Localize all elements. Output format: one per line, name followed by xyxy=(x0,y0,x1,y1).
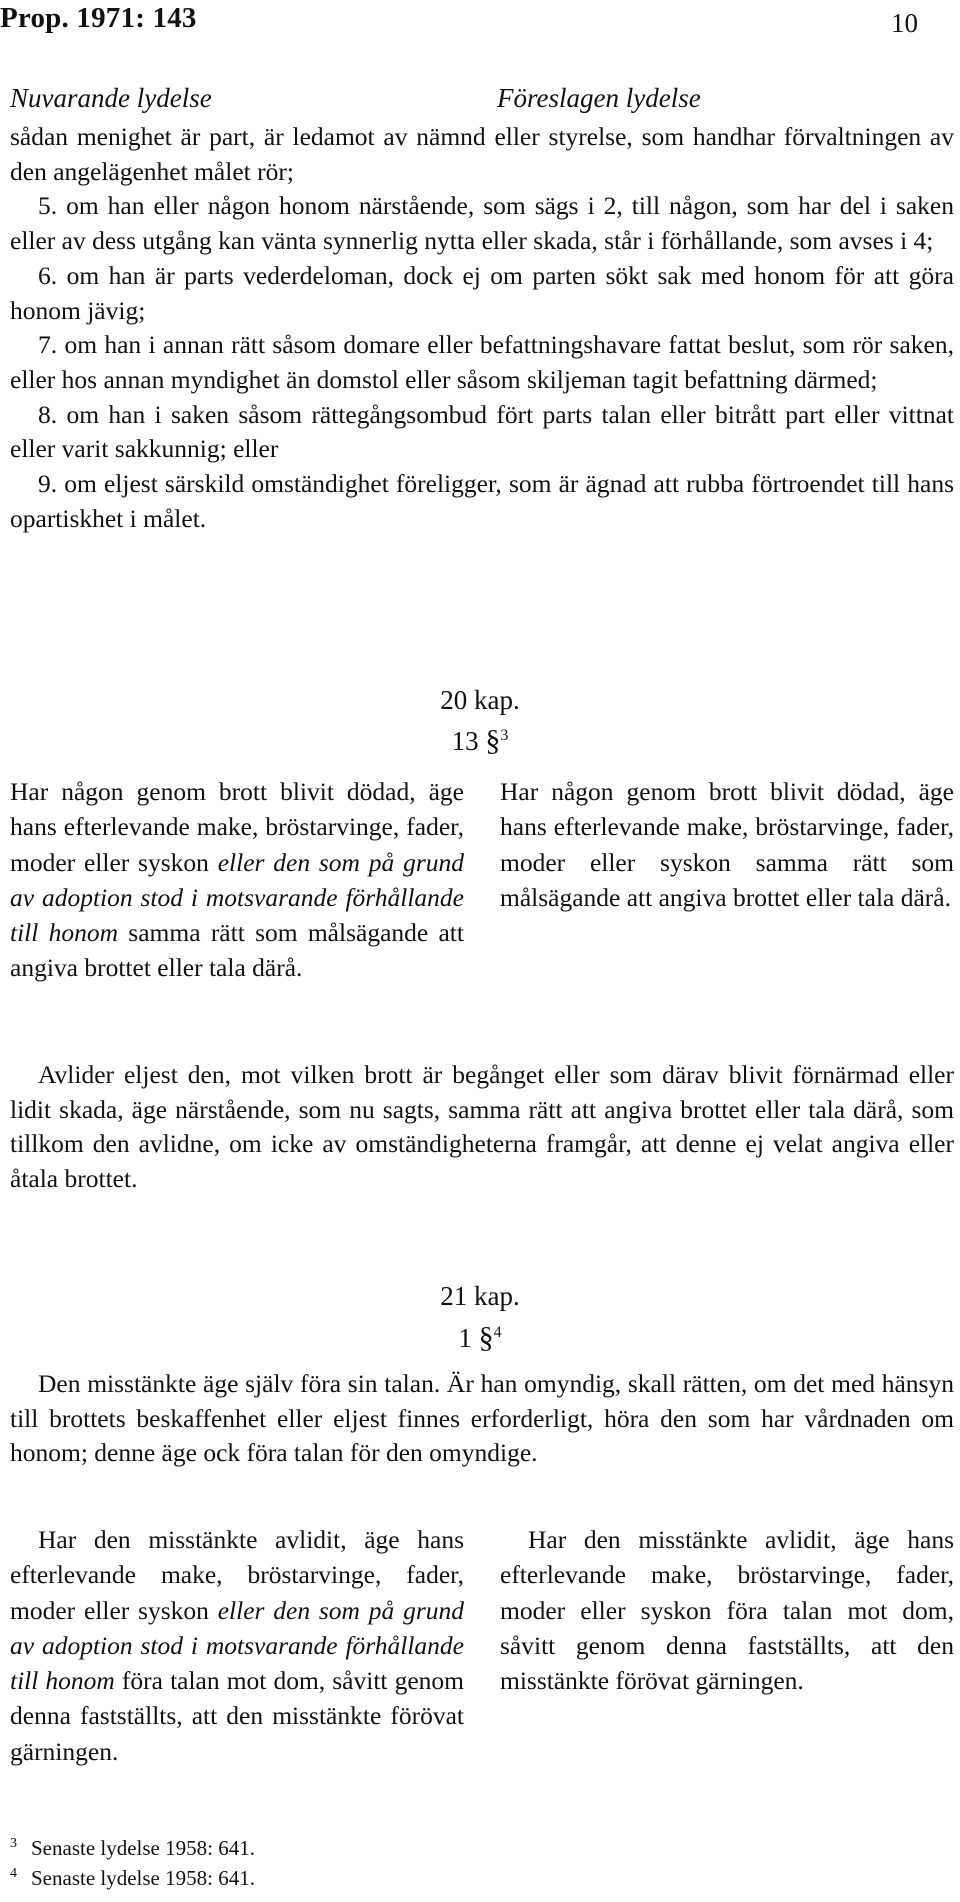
section-symbol: § xyxy=(485,724,501,757)
chapter-21-heading: 21 kap. xyxy=(440,1281,520,1311)
footnote-ref-4: 4 xyxy=(493,1324,502,1341)
chapter-21-current-text xyxy=(10,1522,464,1769)
footnote-text: Senaste lydelse 1958: 641. xyxy=(31,1836,255,1860)
chapter-21-section xyxy=(380,1321,580,1355)
top-item-9: 9. om eljest särskild omständighet föreligger, som är ägnad att rubba förtroendet till hans opartiskhet i målet. xyxy=(10,469,954,533)
top-item-8: 8. om han i saken såsom rättegångsombud fört parts talan eller bitrått part eller vittnat eller varit sakkunnig; eller xyxy=(10,399,954,464)
column-label-proposed: Föreslagen lydelse xyxy=(497,83,701,113)
chapter-21-current-part-3: föra talan mot dom, såvitt genom denna fastställts, att den misstänkte förövat gärningen. xyxy=(10,1666,464,1766)
chapter-20-heading: 20 kap. xyxy=(440,685,520,715)
section-number: 1 xyxy=(458,1323,472,1353)
footnote-ref-3: 3 xyxy=(500,727,509,744)
document-header-title: Prop. 1971: 143 xyxy=(0,2,197,34)
footnote-number: 3 xyxy=(10,1836,17,1851)
chapter-21-current-part-1: Har den misstänkte avlidit, äge hans efterlevande make, bröstarvinge, fader, moder eller syskon xyxy=(10,1525,464,1625)
top-item-continuation: sådan menighet är part, är ledamot av nämnd eller styrelse, som handhar förvaltningen av den angelägenhet målet rör; xyxy=(10,122,954,186)
chapter-20-current-part-3: samma rätt som målsägande att angiva brottet eller tala därå. xyxy=(10,918,464,983)
top-item-6: 6. om han är parts vederdeloman, dock ej om parten sökt sak med honom för att göra honom jävig; xyxy=(10,260,954,325)
chapter-20-section xyxy=(380,724,580,758)
chapter-20-full-paragraph: Avlider eljest den, mot vilken brott är begånget eller som därav blivit förnärmad eller lidit skada, äge närstående, som nu sagts, samma rätt att angiva brottet eller tala därå, som tillkom den avlidne, om icke av omständigheterna framgår, att denne ej velat angiva eller åtala brottet. xyxy=(10,1060,954,1194)
chapter-20-current-text xyxy=(10,774,464,986)
chapter-20-current-part-1: Har någon genom brott blivit dödad, äge hans efterlevande make, bröstarvinge, fader, moder eller syskon xyxy=(10,777,464,877)
section-number: 13 xyxy=(451,726,479,756)
chapter-21-proposed-text: Har den misstänkte avlidit, äge hans efterlevande make, bröstarvinge, fader, moder eller syskon föra talan mot dom, såvitt genom denna fastställts, att den misstänkte förövat gärningen. xyxy=(500,1525,954,1696)
top-item-5: 5. om han eller någon honom närstående, som sägs i 2, till någon, som har del i saken eller av dess utgång kan vänta synnerlig nytta eller skada, står i förhållande, som avses i 4; xyxy=(10,191,954,256)
footnote-number: 4 xyxy=(10,1866,17,1881)
column-label-current: Nuvarande lydelse xyxy=(10,83,212,113)
chapter-20-current-part-italic: eller den som på grund av adoption stod i motsvarande förhållande till honom xyxy=(10,847,465,948)
chapter-21-current-part-italic: eller den som på grund av adoption stod i motsvarande förhållande till honom xyxy=(10,1595,465,1696)
footnote-4 xyxy=(10,1866,255,1891)
footnote-text: Senaste lydelse 1958: 641. xyxy=(31,1866,255,1890)
chapter-21-full-paragraph: Den misstänkte äge själv föra sin talan. Är han omyndig, skall rätten, om det med hänsyn till brottets beskaffenhet eller eljest finnes erforderligt, höra den som har vårdnaden om honom; denne äge ock föra talan för den omyndige. xyxy=(10,1369,954,1468)
chapter-20-proposed-text: Har någon genom brott blivit dödad, äge hans efterlevande make, bröstarvinge, fader, moder eller syskon samma rätt som målsägande att angiva brottet eller tala därå. xyxy=(500,777,954,912)
footnote-3 xyxy=(10,1836,255,1861)
top-items-block xyxy=(10,120,954,536)
top-item-7: 7. om han i annan rätt såsom domare eller befattningshavare fattat beslut, som rör saken, eller hos annan myndighet än domstol eller såsom skiljeman tagit befattning därmed; xyxy=(10,330,954,394)
page-number: 10 xyxy=(891,8,918,38)
section-symbol: § xyxy=(478,1321,494,1354)
